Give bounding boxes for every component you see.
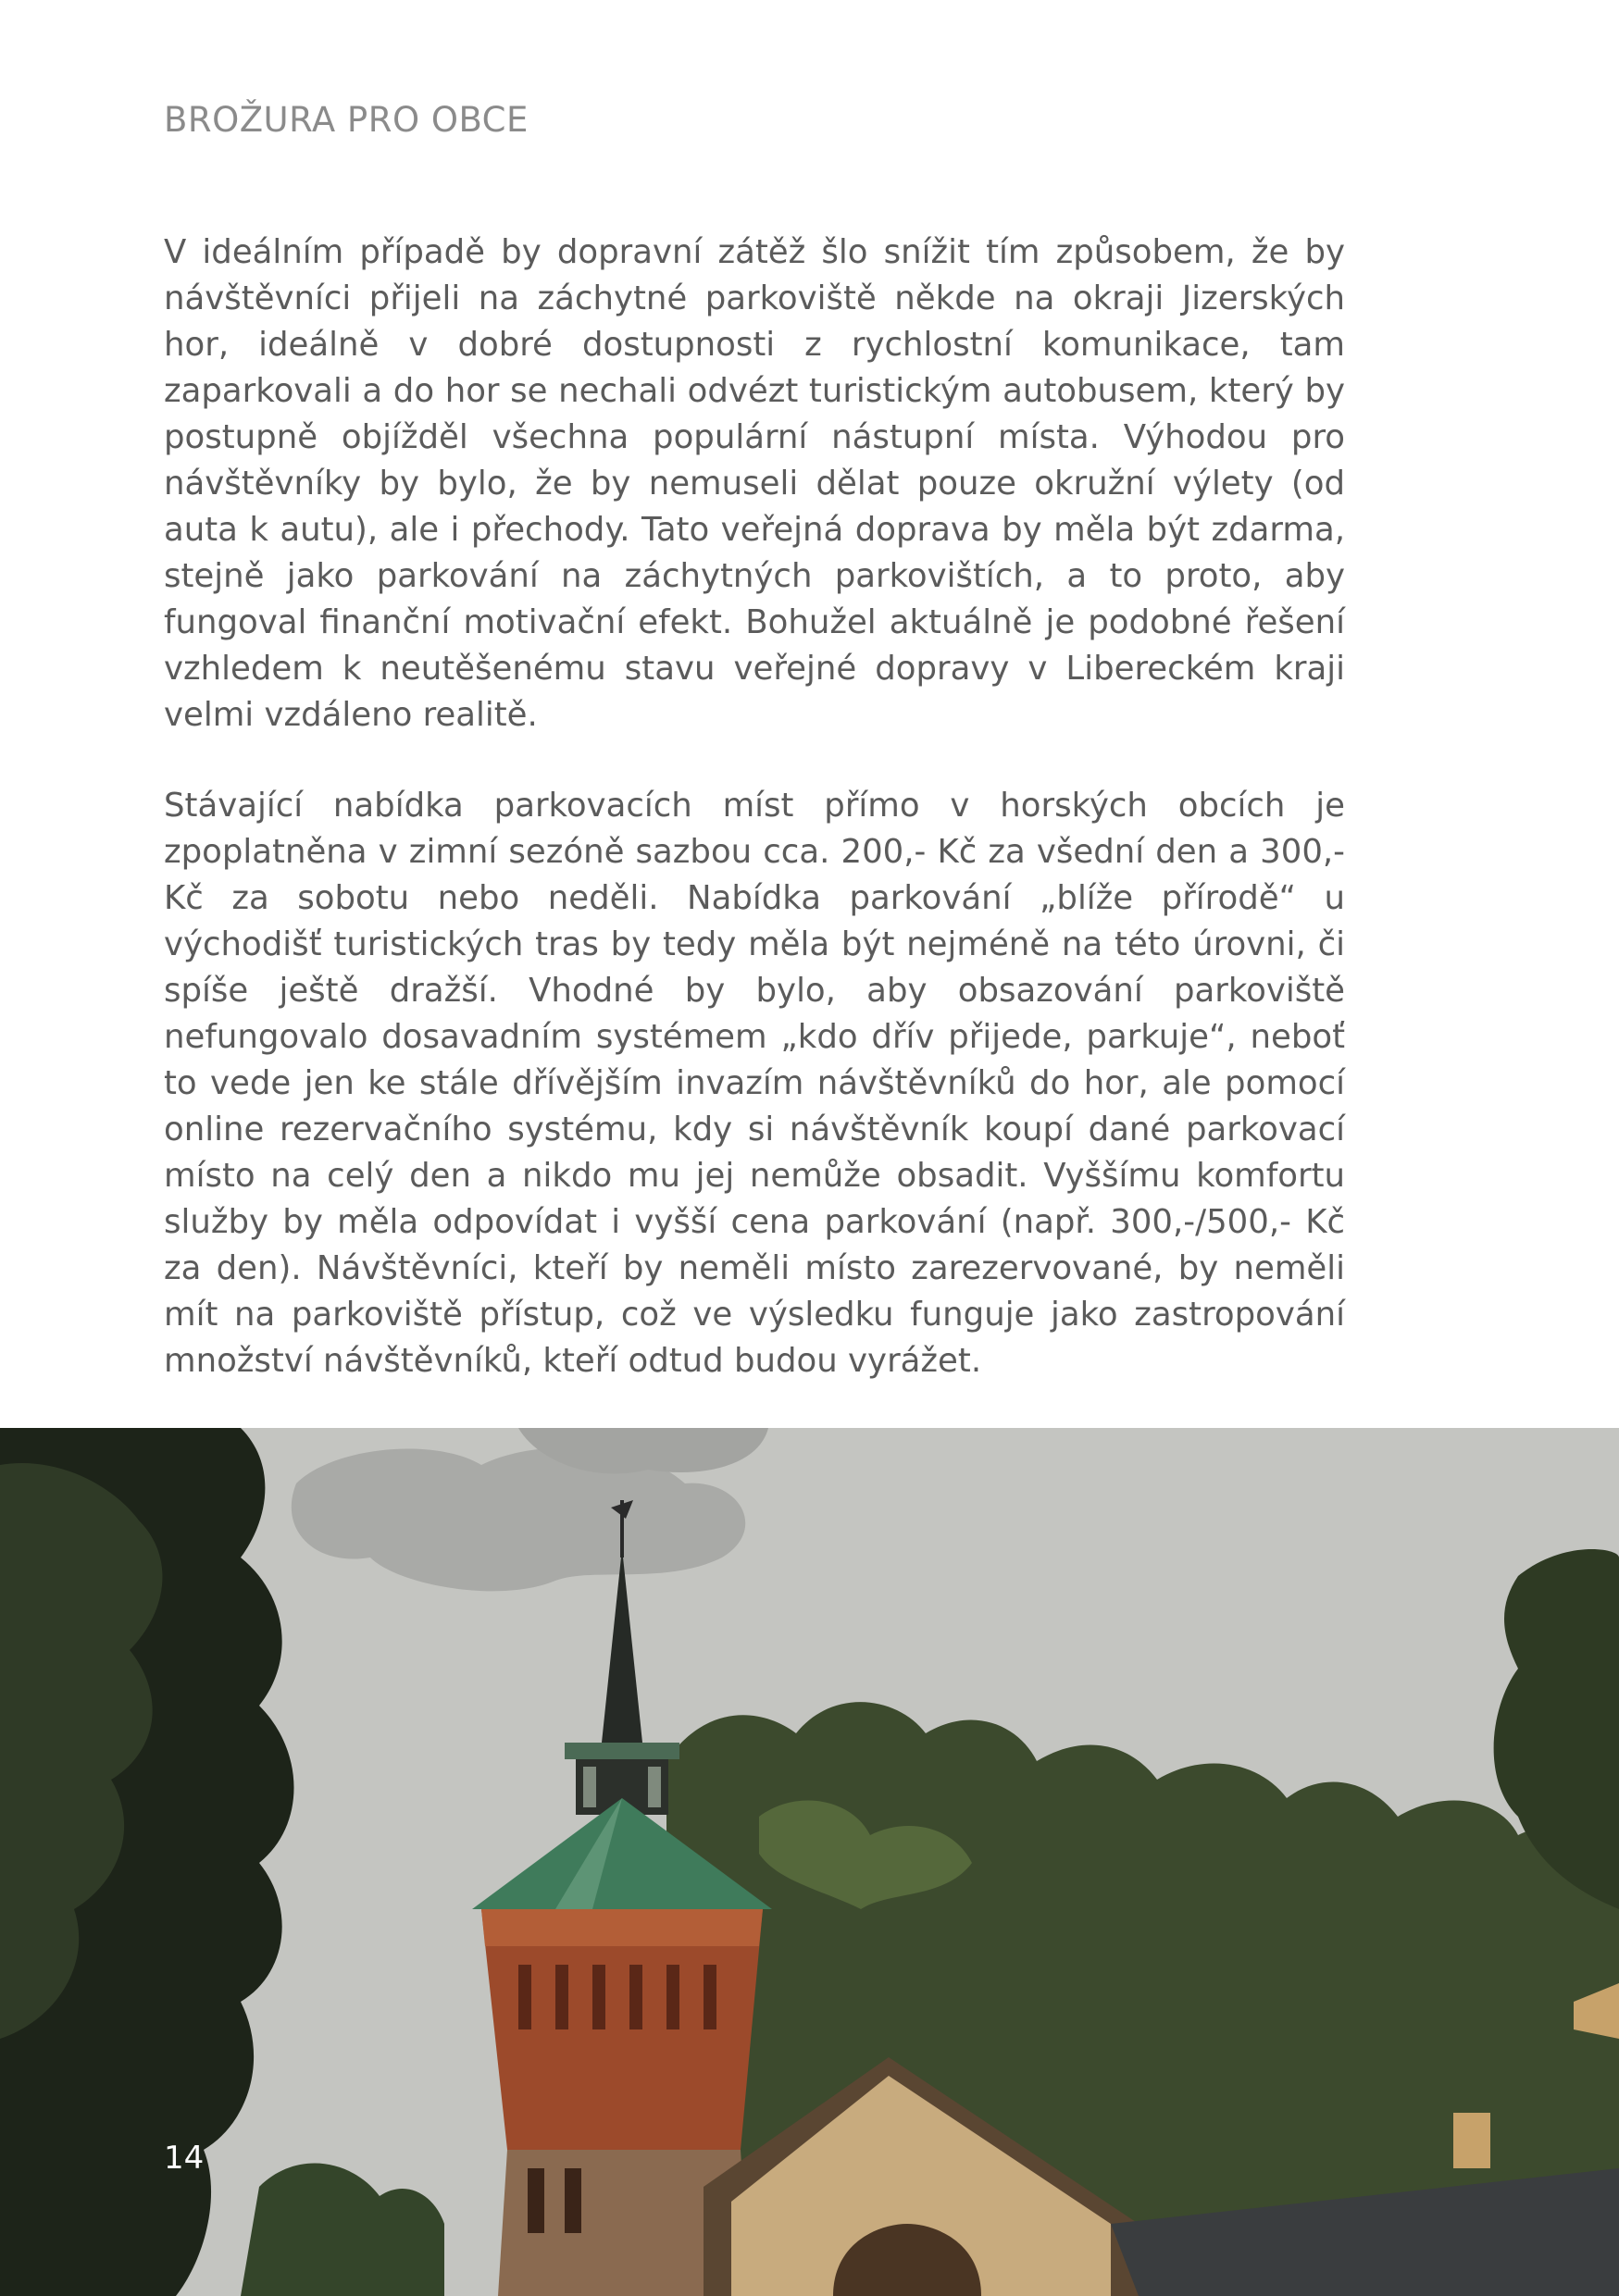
tower-illustration [0,1428,1619,2296]
paragraph-2: Stávající nabídka parkovacích míst přímo v horských obcích je zpoplatněna v zimní sezóně sazbou cca. 200,- Kč za všední den a 300,- Kč za sobotu nebo neděli. Nabídka parkování „blíže přírodě“ u východišť turistických tras by tedy měla být nejméně na této úrovni, či spíše ještě dražší. Vhodné by bylo, aby obsazování parkoviště nefungovalo dosavadním systémem „kdo dřív přijede, parkuje“, neboť to vede jen ke stále dřívějším invazím návštěvníků do hor, ale pomocí online rezervačního systému, kdy si návštěvník koupí dané parkovací místo na celý den a nikdo mu jej nemůže obsadit. Vyššímu komfortu služby by měla odpovídat i vyšší cena parkování (např. 300,-/500,- Kč za den). Návštěvníci, kteří by neměli místo zarezervované, by neměli mít na parkoviště přístup, což ve výsledku funguje jako zastropování množství návštěvníků, kteří odtud budou vyrážet. [164,786,1345,1380]
page-number: 14 [164,2140,205,2177]
page-header: BROŽURA PRO OBCE [164,100,529,140]
paragraph-1: V ideálním případě by dopravní zátěž šlo snížit tím způsobem, že by návštěvníci přijeli na záchytné parkoviště někde na okraji Jizerských hor, ideálně v dobré dostupnosti z rychlostní komunikace, tam zaparkovali a do hor se nechali odvézt turistickým autobusem, který by postupně objížděl všechna populární nástupní místa. Výhodou pro návštěvníky by bylo, že by nemuseli dělat pouze okružní výlety (od auta k autu), ale i přechody. Tato veřejná doprava by měla být zdarma, stejně jako parkování na záchytných parkovištích, a to proto, aby fungoval finanční motivační efekt. Bohužel aktuálně je podobné řešení vzhledem k neutěšenému stavu veřejné dopravy v Libereckém kraji velmi vzdáleno realitě. [164,232,1345,734]
